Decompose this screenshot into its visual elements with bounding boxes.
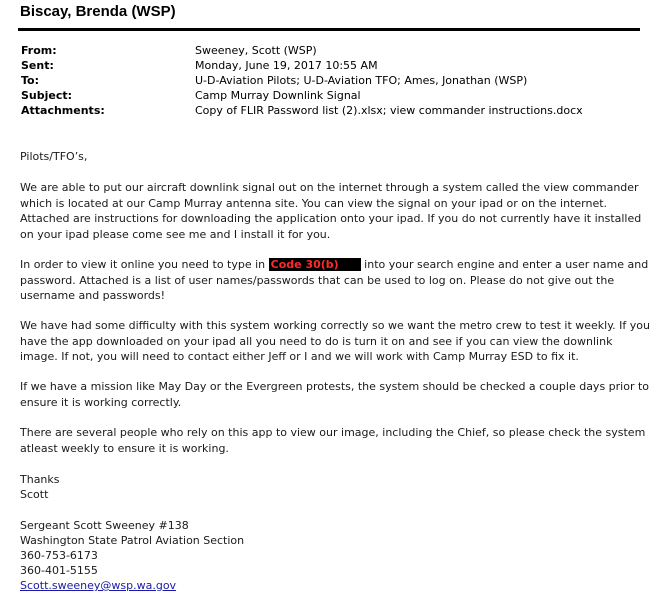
- body-paragraph-5: There are several people who rely on this app to view our image, including the Chief, so please check the system atleast weekly to ensure it is working.: [20, 426, 646, 455]
- body-paragraph-3: We have had some difficulty with this system working correctly so we want the metro crew to test it weekly. If you have the app downloaded on your ipad all you need to do is turn it on and see if you can view the downlink image. If not, you will need to contact either Jeff or I and we will work with Camp Murray ESD to fix it.: [20, 319, 650, 363]
- body-paragraph-4: If we have a mission like May Day or the Evergreen protests, the system should be checked a couple days prior to ensure it is working correctly.: [20, 380, 650, 409]
- body-paragraph-2: [20, 257, 650, 304]
- signature-organization: Washington State Patrol Aviation Section: [20, 534, 245, 547]
- signature-email-link[interactable]: Scott.sweeney@wsp.wa.gov: [20, 579, 177, 592]
- closing: Thanks: [20, 473, 60, 486]
- to-label: To:: [21, 74, 39, 87]
- signature-email-row: [20, 578, 650, 594]
- to-value: U-D-Aviation Pilots; U-D-Aviation TFO; Ames, Jonathan (WSP): [195, 74, 528, 87]
- attachments-label: Attachments:: [21, 104, 105, 117]
- title-divider: [18, 28, 640, 31]
- signature-phone-2: 360-401-5155: [20, 564, 98, 577]
- subject-value: Camp Murray Downlink Signal: [195, 89, 361, 102]
- closing-name: Scott: [20, 488, 49, 501]
- body-paragraph-2-end: into your search engine and enter a user name and password. Attached is a list of user names/passwords that can be used to log on. Please do not give out the username and passwords!: [20, 258, 649, 302]
- signature-phone-1: 360-753-6173: [20, 549, 98, 562]
- mailbox-owner-title: Biscay, Brenda (WSP): [20, 3, 176, 20]
- greeting: Pilots/TFO’s,: [20, 150, 88, 163]
- sent-value: Monday, June 19, 2017 10:55 AM: [195, 59, 378, 72]
- redaction-box: Code 30(b): [269, 258, 361, 271]
- from-label: From:: [21, 44, 57, 57]
- body-paragraph-2-start: In order to view it online you need to type in: [20, 258, 269, 271]
- from-value: Sweeney, Scott (WSP): [195, 44, 317, 57]
- attachments-value[interactable]: Copy of FLIR Password list (2).xlsx; view commander instructions.docx: [195, 104, 583, 117]
- signature-name: Sergeant Scott Sweeney #138: [20, 519, 189, 532]
- sent-label: Sent:: [21, 59, 54, 72]
- subject-label: Subject:: [21, 89, 73, 102]
- body-paragraph-1: We are able to put our aircraft downlink signal out on the internet through a system called the view commander which is located at our Camp Murray antenna site. You can view the signal on your ipad or on the internet. Attached are instructions for downloading the application onto your ipad. If you do not currently have it installed on your ipad please come see me and I install it for you.: [20, 181, 642, 241]
